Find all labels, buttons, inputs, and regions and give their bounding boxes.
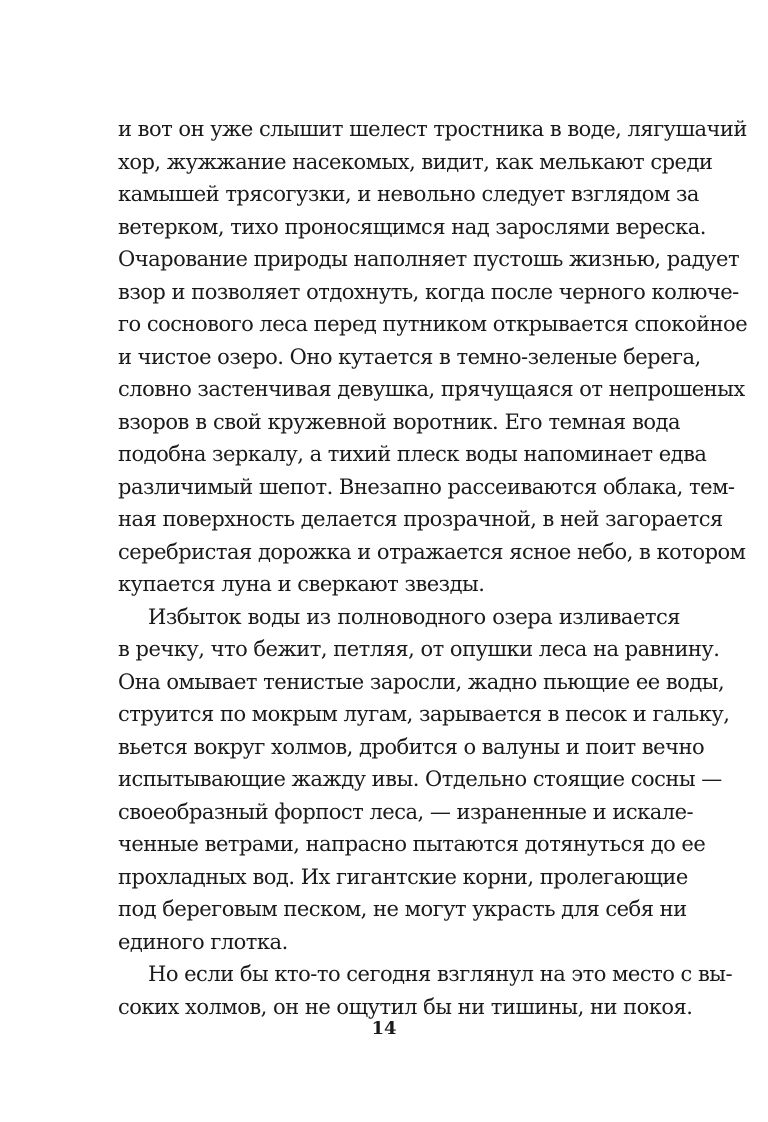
text-line: и чистое озеро. Оно кутается в темно-зеленые берега, xyxy=(118,344,701,369)
text-line: под береговым песком, не могут украсть для себя ни xyxy=(118,897,687,921)
text-line: испытывающие жажду ивы. Отдельно стоящие сосны — xyxy=(118,767,722,791)
text-line: соких холмов, он не ощутил бы ни тишины, ни покоя. xyxy=(118,994,693,1019)
text-line: Она омывает тенистые заросли, жадно пьющие ее воды, xyxy=(118,669,725,694)
text-line: ченные ветрами, напрасно пытаются дотянуться до ее xyxy=(118,832,706,856)
text-line: ная поверхность делается прозрачной, в ней загорается xyxy=(118,507,723,531)
paragraph-3 xyxy=(118,958,733,1023)
text-line: единого глотка. xyxy=(118,929,288,954)
text-line: камышей трясогузки, и невольно следует взглядом за xyxy=(118,182,699,206)
body-text xyxy=(118,113,748,1023)
text-line: го соснового леса перед путником открывается спокойное xyxy=(118,312,748,336)
text-line: купается луна и сверкают звезды. xyxy=(118,572,485,596)
text-line: струится по мокрым лугам, зарывается в песок и гальку, xyxy=(118,702,730,726)
text-line: ветерком, тихо проносящимся над зарослями вереска. xyxy=(118,214,706,239)
text-line: словно застенчивая девушка, прячущаяся от непрошеных xyxy=(118,377,745,401)
text-line: в речку, что бежит, петляя, от опушки леса на равнину. xyxy=(118,637,720,661)
text-line: взоров в свой кружевной воротник. Его темная вода xyxy=(118,409,680,434)
page-number: 14 xyxy=(371,1018,397,1039)
text-line: подобна зеркалу, а тихий плеск воды напоминает едва xyxy=(118,442,707,466)
text-line: Но если бы кто-то сегодня взглянул на это место с вы- xyxy=(148,962,733,986)
paragraph-1 xyxy=(118,113,748,601)
paragraph-2 xyxy=(118,601,730,959)
text-line: различимый шепот. Внезапно рассеиваются облака, тем- xyxy=(118,474,735,499)
text-line: Избыток воды из полноводного озера изливается xyxy=(148,604,680,629)
text-line: взор и позволяет отдохнуть, когда после черного колюче- xyxy=(118,279,739,304)
text-line: вьется вокруг холмов, дробится о валуны и поит вечно xyxy=(118,734,705,759)
text-line: своеобразный форпост леса, — израненные и искале- xyxy=(118,799,694,824)
text-line: хор, жужжание насекомых, видит, как мелькают среди xyxy=(118,149,713,174)
text-line: и вот он уже слышит шелест тростника в воде, лягушачий xyxy=(118,117,747,141)
text-line: прохладных вод. Их гигантские корни, пролегающие xyxy=(118,864,688,889)
text-line: Очарование природы наполняет пустошь жизнью, радует xyxy=(118,247,740,271)
text-line: серебристая дорожка и отражается ясное небо, в котором xyxy=(118,539,746,564)
